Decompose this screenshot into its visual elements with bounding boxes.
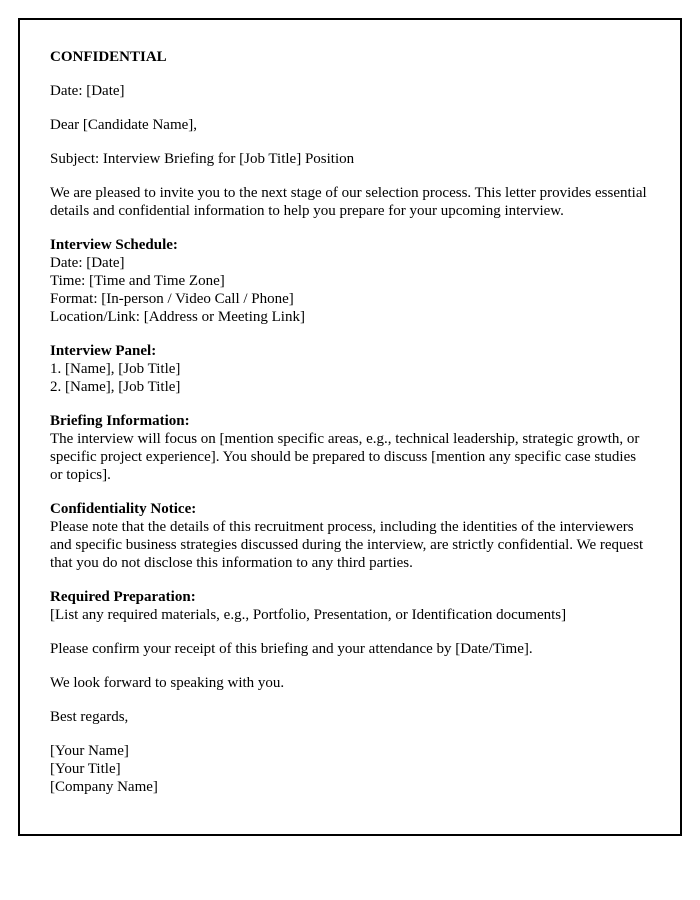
subject-line: Subject: Interview Briefing for [Job Title] Position [50,151,355,167]
section-confidentiality-notice [50,500,650,572]
signature-line: [Your Name] [50,743,129,759]
section-interview-schedule [50,236,650,326]
intro-paragraph: We are pleased to invite you to the next stage of our selection process. This letter provides essential details and confidential information to help you prepare for your upcoming interview. [50,185,647,219]
section-line: Time: [Time and Time Zone] [50,273,225,289]
section-title: Confidentiality Notice: [50,501,197,517]
confidential-heading: CONFIDENTIAL [50,49,167,65]
section-title: Interview Panel: [50,343,157,359]
section-body: Please note that the details of this recruitment process, including the identities of the interviewers and specific business strategies discussed during the interview, are strictly confidential. We request that you do not disclose this information to any third parties. [50,519,644,571]
section-line: 1. [Name], [Job Title] [50,361,181,377]
closing-line: We look forward to speaking with you. [50,675,285,691]
section-line: Location/Link: [Address or Meeting Link] [50,309,305,325]
signature-line: [Company Name] [50,779,158,795]
letter-content [50,48,650,804]
signoff: Best regards, [50,709,129,725]
section-title: Required Preparation: [50,589,196,605]
date-line: Date: [Date] [50,83,125,99]
section-required-preparation [50,588,650,624]
section-interview-panel [50,342,650,396]
section-line: 2. [Name], [Job Title] [50,379,181,395]
section-line: Format: [In-person / Video Call / Phone] [50,291,294,307]
signature-block [50,742,650,796]
salutation: Dear [Candidate Name], [50,117,198,133]
letter-frame [18,18,682,836]
section-body: The interview will focus on [mention specific areas, e.g., technical leadership, strategic growth, or specific project experience]. You should be prepared to discuss [mention any specific case studies or topics]. [50,431,640,483]
section-title: Interview Schedule: [50,237,178,253]
section-briefing-information [50,412,650,484]
section-line: Date: [Date] [50,255,125,271]
confirmation-line: Please confirm your receipt of this briefing and your attendance by [Date/Time]. [50,641,533,657]
section-body: [List any required materials, e.g., Portfolio, Presentation, or Identification documents] [50,607,567,623]
section-title: Briefing Information: [50,413,190,429]
signature-line: [Your Title] [50,761,121,777]
